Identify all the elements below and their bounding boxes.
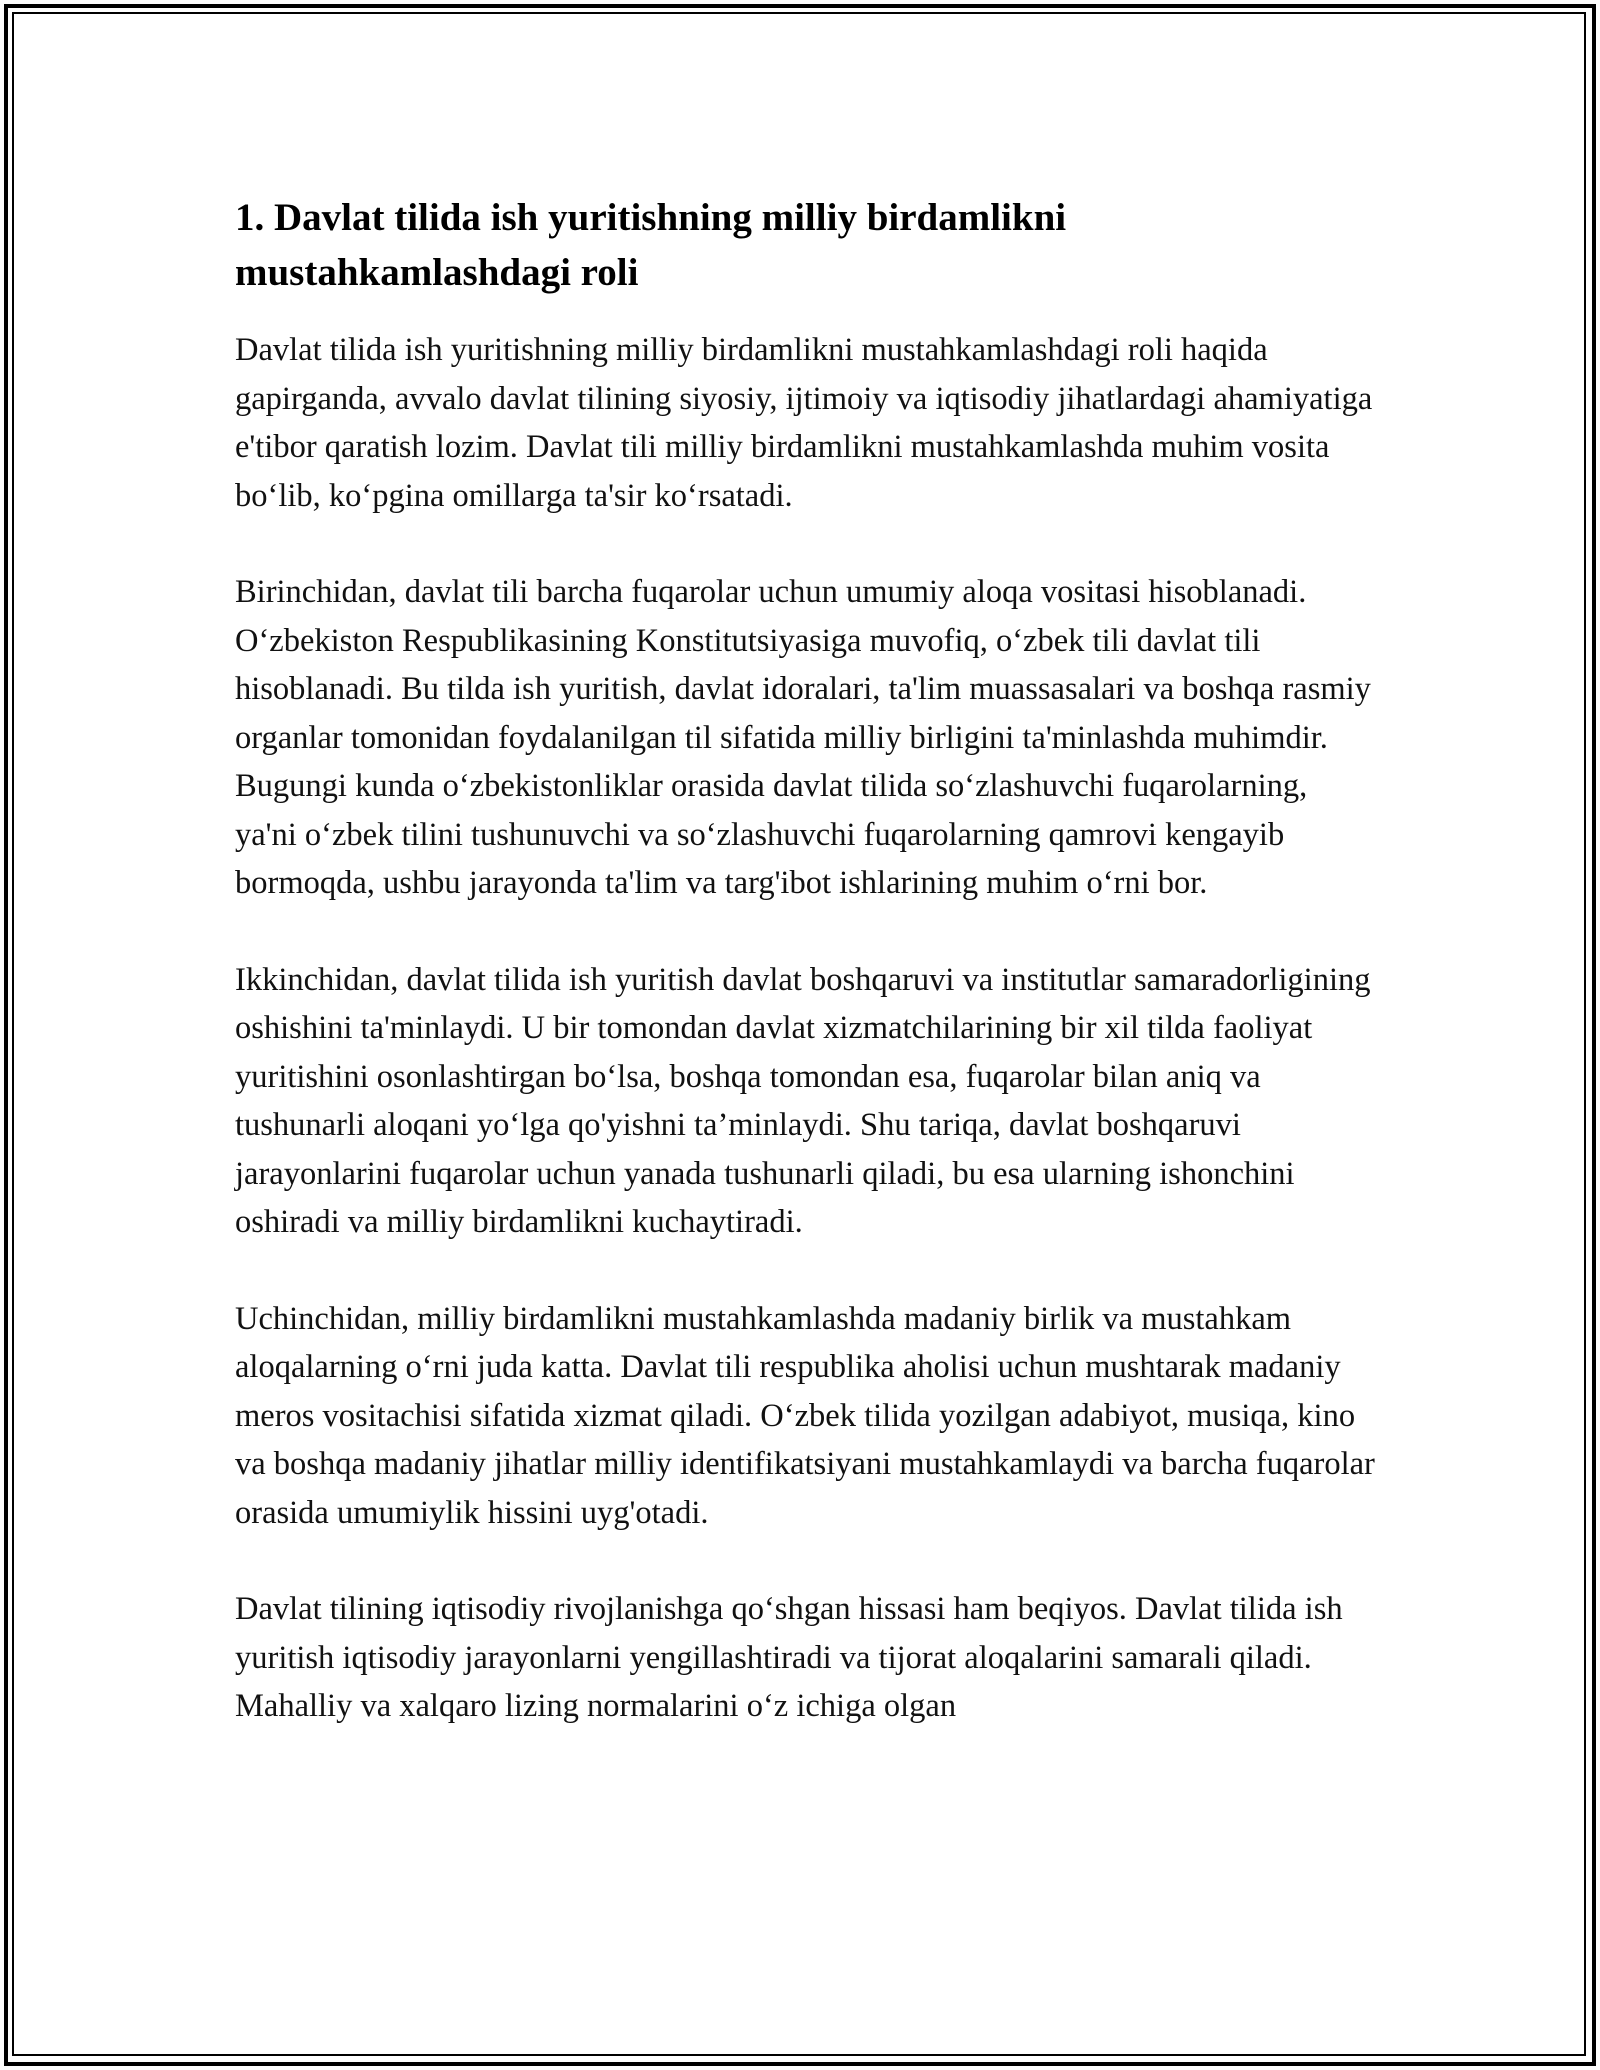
paragraph-3: Ikkinchidan, davlat tilida ish yuritish davlat boshqaruvi va institutlar samaradorligining oshishini ta'minlaydi. U bir tomondan davlat xizmatchilarining bir xil tilda faoliyat yuritishini osonlashtirgan bo‘lsa, boshqa tomondan esa, fuqarolar bilan aniq va tushunarli aloqani yo‘lga qo'yishni ta’minlaydi. Shu tariqa, davlat boshqaruvi jarayonlarini fuqarolar uchun yanada tushunarli qiladi, bu esa ularning ishonchini oshiradi va milliy birdamlikni kuchaytiradi. — [235, 961, 1371, 1240]
paragraph-2: Birinchidan, davlat tili barcha fuqarolar uchun umumiy aloqa vositasi hisoblanadi. O‘zbekiston Respublikasining Konstitutsiyasiga muvofiq, o‘zbek tili davlat tili hisoblanadi. Bu tilda ish yuritish, davlat idoralari, ta'lim muassasalari va boshqa rasmiy organlar tomonidan foydalanilgan til sifatida milliy birligini ta'minlashda muhimdir. Bugungi kunda o‘zbekistonliklar orasida davlat tilida so‘zlashuvchi fuqarolarning, ya'ni o‘zbek tilini tushunuvchi va so‘zlashuvchi fuqarolarning qamrovi kengayib bormoqda, ushbu jarayonda ta'lim va targ'ibot ishlarining muhim o‘rni bor. — [235, 574, 1371, 901]
document-body — [235, 190, 1375, 1779]
paragraph-4: Uchinchidan, milliy birdamlikni mustahkamlashda madaniy birlik va mustahkam aloqalarning o‘rni juda katta. Davlat tili respublika aholisi uchun mushtarak madaniy meros vositachisi sifatida xizmat qiladi. O‘zbek tilida yozilgan adabiyot, musiqa, kino va boshqa madaniy jihatlar milliy identifikatsiyani mustahkamlaydi va barcha fuqarolar orasida umumiylik hissini uyg'otadi. — [235, 1300, 1375, 1531]
section-title: 1. Davlat tilida ish yuritishning milliy birdamlikni mustahkamlashdagi roli — [235, 196, 1067, 294]
paragraph-5: Davlat tilining iqtisodiy rivojlanishga qo‘shgan hissasi ham beqiyos. Davlat tilida ish yuritish iqtisodiy jarayonlarni yengillashtiradi va tijorat aloqalarini samarali qiladi. Mahalliy va xalqaro lizing normalarini o‘z ichiga olgan — [235, 1591, 1343, 1724]
paragraph-1: Davlat tilida ish yuritishning milliy birdamlikni mustahkamlashdagi roli haqida gapirganda, avvalo davlat tilining siyosiy, ijtimoiy va iqtisodiy jihatlardagi ahamiyatiga e'tibor qaratish lozim. Davlat tili milliy birdamlikni mustahkamlashda muhim vosita bo‘lib, ko‘pgina omillarga ta'sir ko‘rsatadi. — [235, 332, 1373, 514]
